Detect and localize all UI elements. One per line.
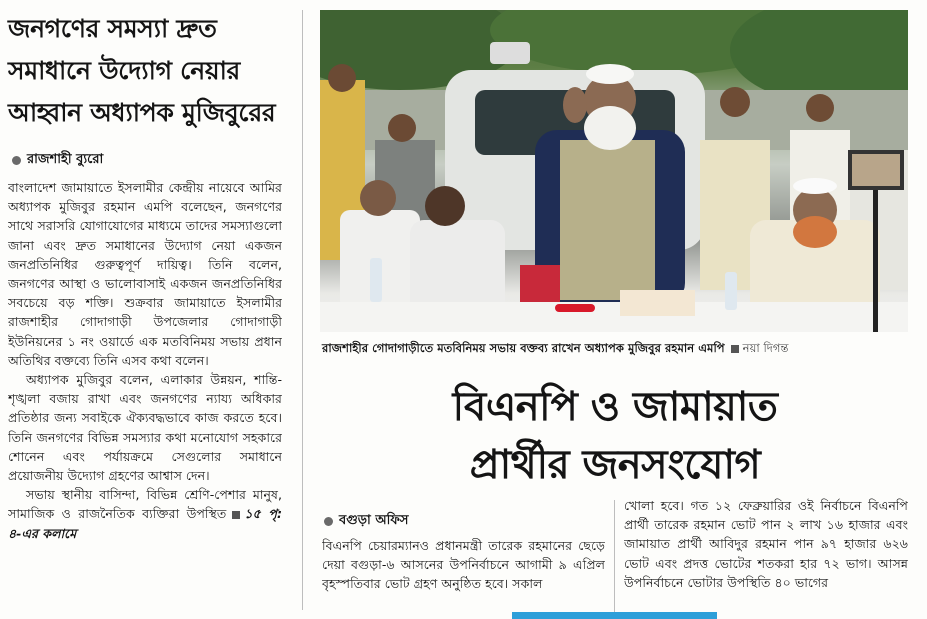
left-paragraph-3: [8, 485, 282, 543]
left-paragraph-3-text: সভায় স্থানীয় বাসিন্দা, বিভিন্ন শ্রেণি-পেশার মানুষ, সামাজিক ও রাজনৈতিক ব্যক্তিরা উপস্থিত: [8, 487, 282, 522]
column-divider: [614, 500, 615, 612]
bottom-accent-bar: [512, 612, 717, 619]
right-column-1-text: বিএনপি চেয়ারম্যানও প্রধানমন্ত্রী তারেক রহমানের ছেড়ে দেয়া বগুড়া-৬ আসনের উপনির্বাচনে আগামী ৯ এপ্রিল বৃহস্পতিবার ভোট গ্রহণ অনুষ্ঠিত হবে। সকাল: [322, 538, 605, 592]
photo-source: নয়া দিগন্ত: [742, 341, 789, 355]
right-story-column-1: [322, 536, 605, 612]
square-bullet-icon: [232, 511, 240, 519]
news-photo: [320, 10, 908, 332]
right-headline-line-2: প্রার্থীর জনসংযোগ: [469, 441, 761, 488]
left-headline-line-2: সমাধানে উদ্যোগ নেয়ার: [8, 56, 241, 85]
right-byline-text: বগুড়া অফিস: [339, 513, 409, 528]
left-headline: [8, 8, 298, 134]
left-paragraph-2: অধ্যাপক মুজিবুর বলেন, এলাকার উন্নয়ন, শান্তি-শৃঙ্খলা বজায় রাখা এবং জনগণের ন্যায্য অধিকার প্রতিষ্ঠার জন্য সবাইকে ঐক্যবদ্ধভাবে কাজ করতে হবে। তিনি জনগণের বিভিন্ন সমস্যার কথা মনোযোগ সহকারে শোনেন এবং পর্যায়ক্রমে সেগুলোর সমাধানে প্রয়োজনীয় উদ্যোগ গ্রহণের আশ্বাস দেন।: [8, 372, 282, 484]
square-bullet-icon: [731, 345, 739, 353]
continued-note: ১৫ পৃ: ৪-এর কলামে: [8, 506, 282, 541]
bullet-icon: [12, 156, 21, 165]
left-byline: [12, 150, 103, 171]
left-byline-text: রাজশাহী ব্যুরো: [27, 152, 104, 167]
photo-illustration: [320, 10, 908, 332]
left-paragraph-1: বাংলাদেশ জামায়াতে ইসলামীর কেন্দ্রীয় নায়েবে আমির অধ্যাপক মুজিবুর রহমান এমপি বলেছেন, জনগণের সাথে সরাসরি যোগাযোগের মাধ্যমে তাদের সমস্যাগুলো জানা এবং দ্রুত সমাধানের উদ্যোগ নেয়া একজন জনপ্রতিনিধির গুরুত্বপূর্ণ দায়িত্ব। তিনি বলেন, জনগণের আস্থা ও ভালোবাসাই একজন জনপ্রতিনিধির সবচেয়ে বড় শক্তি। শুক্রবার জামায়াতে ইসলামীর রাজশাহীর গোদাগাড়ী উপজেলার গোদাগাড়ী ইউনিয়নের ১ নং ওয়ার্ডে এক মতবিনিময় সভায় প্রধান অতিথির বক্তব্যে তিনি এসব কথা বলেন।: [8, 180, 282, 368]
bullet-icon: [324, 517, 333, 526]
left-headline-line-3: আহ্বান অধ্যাপক মুজিবুরের: [8, 98, 276, 127]
right-story-column-2: [624, 496, 908, 612]
photo-caption: [322, 340, 788, 359]
right-headline-line-1: বিএনপি ও জামায়াত: [452, 383, 778, 430]
left-story-body: [8, 178, 282, 610]
column-divider: [302, 10, 303, 610]
right-column-2-text: খোলা হবে। গত ১২ ফেব্রুয়ারির ওই নির্বাচনে বিএনপি প্রার্থী তারেক রহমান ভোট পান ২ লাখ ১৬ হাজার এবং জামায়াত প্রার্থী আবিদুর রহমান পান ৯৭ হাজার ৬২৬ ভোট এবং প্রদত্ত ভোটের শতকরা হার ৭২ ভাগ। আসন্ন উপনির্বাচনে ভোটার উপস্থিতি ৪০ ভাগের: [624, 498, 908, 590]
left-headline-line-1: জনগণের সমস্যা দ্রুত: [8, 14, 217, 43]
right-headline: [330, 378, 900, 494]
right-byline: [324, 511, 408, 532]
photo-caption-text: রাজশাহীর গোদাগাড়ীতে মতবিনিময় সভায় বক্তব্য রাখেন অধ্যাপক মুজিবুর রহমান এমপি: [322, 341, 725, 355]
